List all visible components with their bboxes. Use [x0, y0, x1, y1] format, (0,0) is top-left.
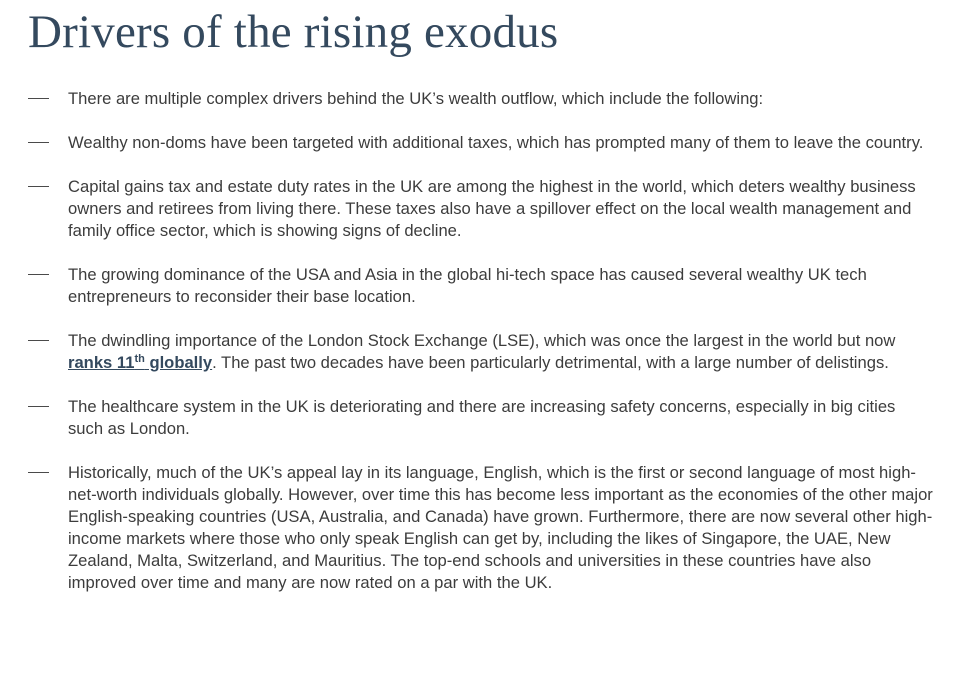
drivers-list [28, 88, 933, 616]
dash-bullet-icon [28, 98, 49, 99]
list-item [28, 330, 933, 374]
list-item [28, 462, 933, 594]
list-item-text: Wealthy non-doms have been targeted with additional taxes, which has prompted many of them to leave the country. [68, 133, 924, 152]
lse-ranking-link-ordinal: th [134, 353, 145, 365]
list-item-text: Historically, much of the UK’s appeal lay in its language, English, which is the first or second language of most high-net-worth individuals globally. However, over time this has become less important as the economies of the other major English-speaking countries (USA, Australia, and Canada) have grown. Furthermore, there are now several other high-income markets where those who only speak English can get by, including the likes of Singapore, the UAE, New Zealand, Malta, Switzerland, and Mauritius. The top-end schools and universities in these countries have also improved over time and many are now rated on a par with the UK. [68, 463, 933, 592]
dash-bullet-icon [28, 274, 49, 275]
list-item [28, 176, 933, 242]
list-item [28, 264, 933, 308]
list-item-text [68, 331, 895, 372]
dash-bullet-icon [28, 472, 49, 473]
lse-ranking-link-end: globally [144, 353, 213, 372]
list-item-text: There are multiple complex drivers behind the UK’s wealth outflow, which include the following: [68, 89, 764, 108]
list-item-text: Capital gains tax and estate duty rates in the UK are among the highest in the world, which deters wealthy business owners and retirees from living there. These taxes also have a spillover effect on the local wealth management and family office sector, which is showing signs of decline. [68, 177, 916, 240]
dash-bullet-icon [28, 340, 49, 341]
lse-ranking-link-main: ranks 11 [68, 353, 135, 372]
list-item-text: The growing dominance of the USA and Asia in the global hi-tech space has caused several wealthy UK tech entrepreneurs to reconsider their base location. [68, 265, 867, 306]
dash-bullet-icon [28, 186, 49, 187]
list-item-text-before: The dwindling importance of the London Stock Exchange (LSE), which was once the largest in the world but now [68, 331, 896, 350]
page-title: Drivers of the rising exodus [28, 6, 559, 58]
list-item [28, 396, 933, 440]
list-item [28, 88, 933, 110]
lse-ranking-link[interactable] [68, 353, 212, 372]
list-item [28, 132, 933, 154]
list-item-text-after: . The past two decades have been particularly detrimental, with a large number of delistings. [212, 353, 889, 372]
list-item-text: The healthcare system in the UK is deteriorating and there are increasing safety concerns, especially in big cities such as London. [68, 397, 896, 438]
dash-bullet-icon [28, 142, 49, 143]
dash-bullet-icon [28, 406, 49, 407]
